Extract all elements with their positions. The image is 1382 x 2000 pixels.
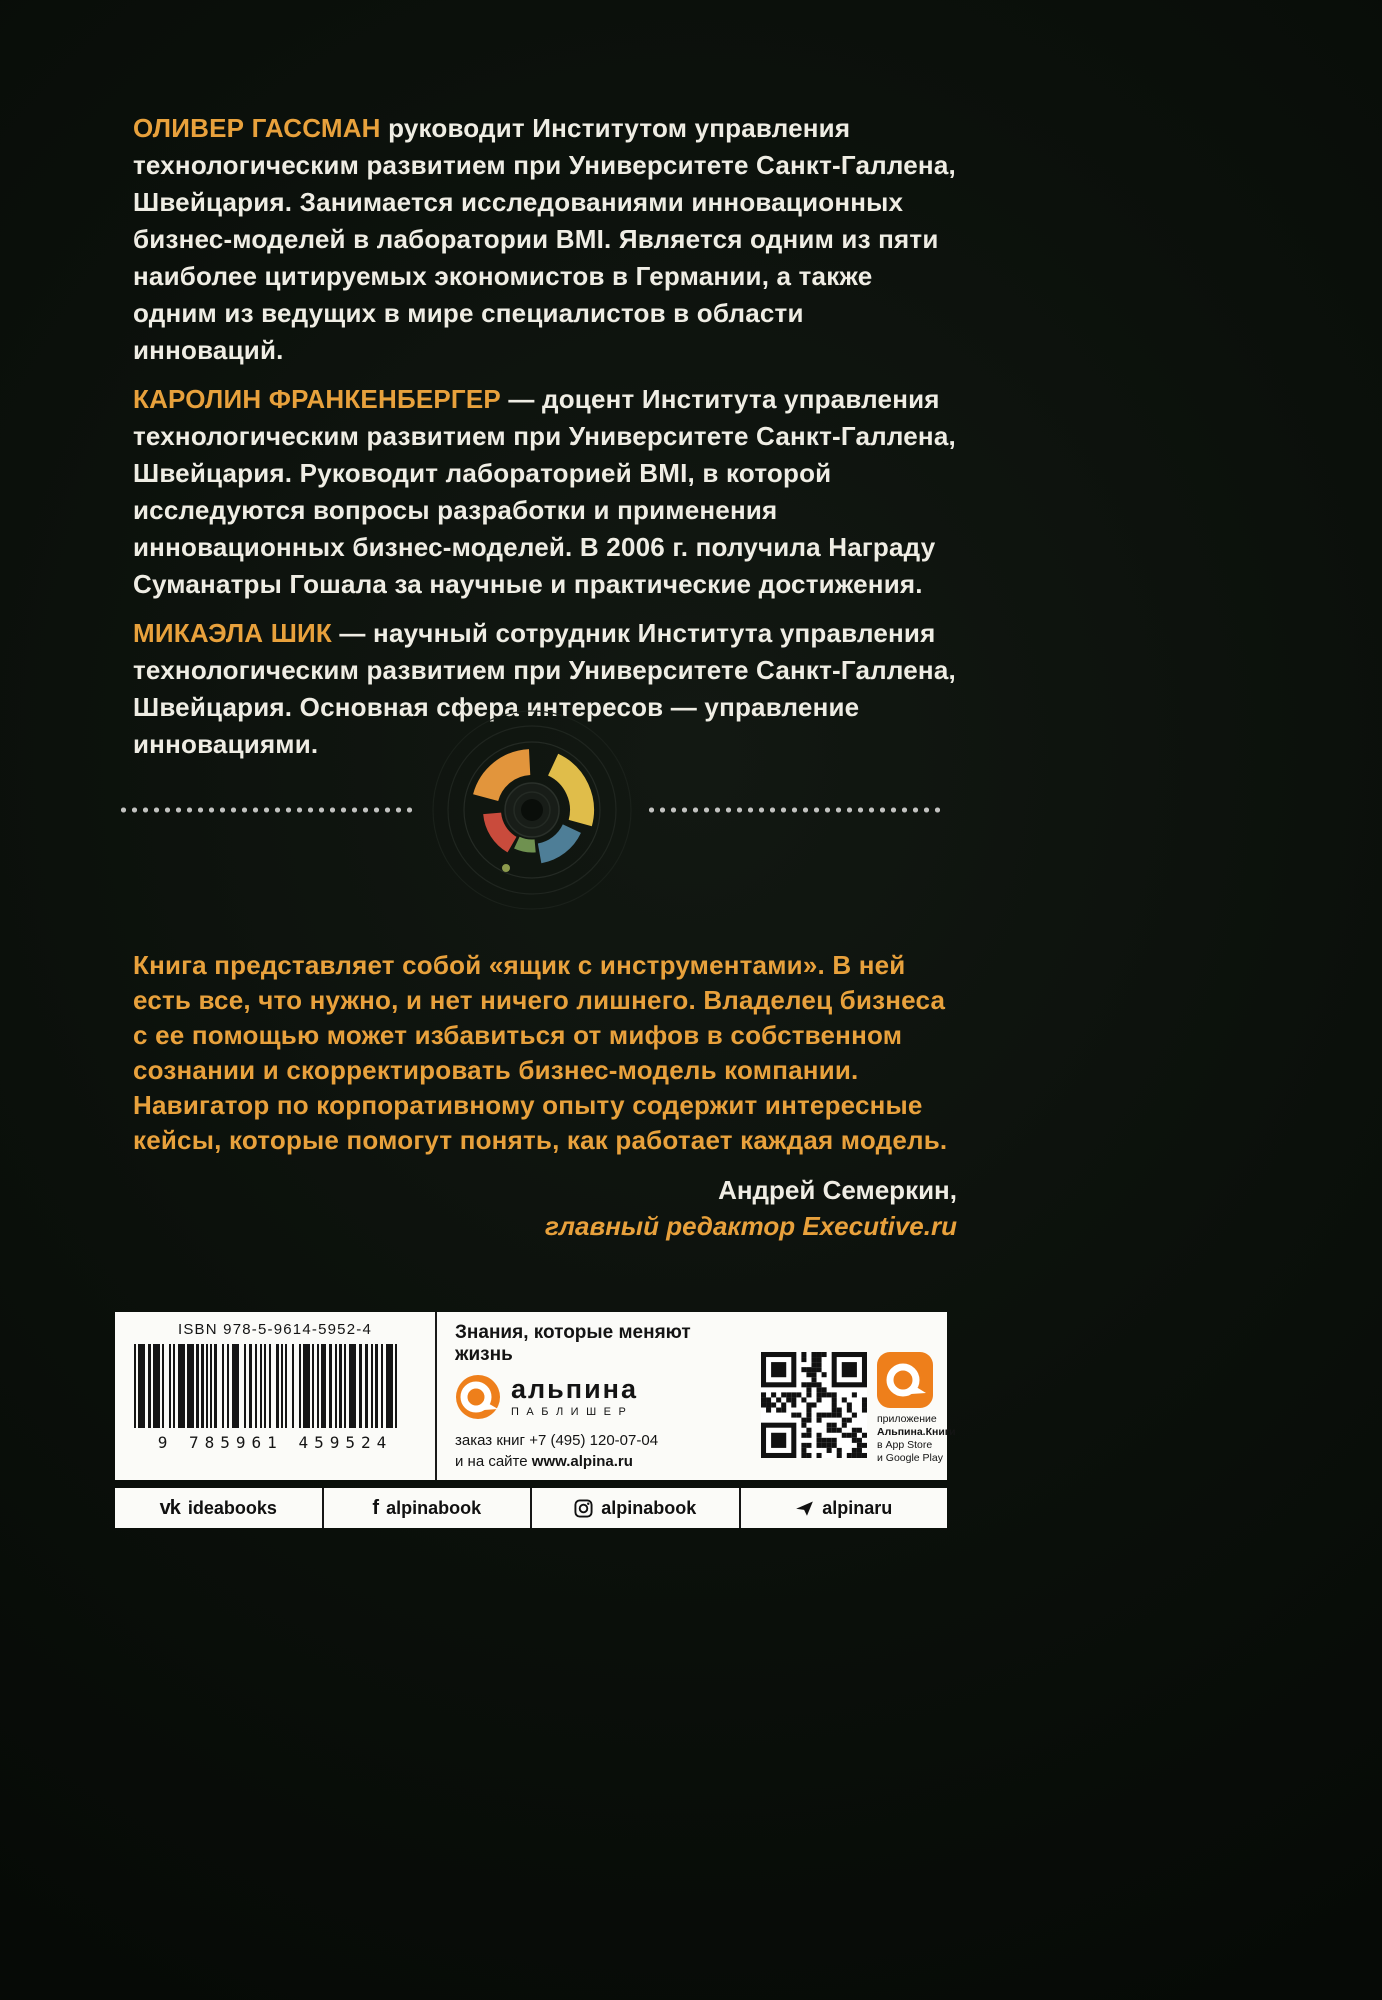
facebook-icon: f (372, 1497, 379, 1519)
app-promo (877, 1352, 956, 1480)
qr-section (751, 1312, 956, 1480)
order-info (455, 1430, 751, 1472)
alpina-logo-icon (455, 1374, 501, 1420)
app-caption-line: приложение (877, 1413, 937, 1425)
alpina-app-icon (877, 1352, 933, 1408)
publisher-slogan: Знания, которые меняют жизнь (455, 1322, 691, 1365)
order-phone: заказ книг +7 (495) 120-07-04 (455, 1432, 659, 1449)
brand-row (455, 1374, 751, 1420)
author-bio (133, 381, 957, 603)
social-strip (115, 1488, 947, 1528)
app-caption (877, 1413, 956, 1465)
order-site-line (455, 1451, 751, 1472)
review-section (133, 948, 957, 1244)
author-bio-text: — научный сотрудник Института управления технологическим развитием при Университете Санкт-Галлена, Швейцария. Основная сфера интересов — управление инновациями. (133, 618, 956, 759)
author-bio-text: — доцент Института управления технологическим развитием при Университете Санкт-Галлена, Швейцария. Руководит лабораторией BMI, в которой исследуются вопросы разработки и применения инновационных бизнес-моделей. В 2006 г. получила Награду Суманатры Гошала за научные и практические достижения. (133, 384, 956, 599)
publisher-box (115, 1312, 956, 1480)
app-caption-line: и Google Play (877, 1452, 943, 1464)
brand-section (437, 1312, 751, 1480)
review-author: Андрей Семеркин, (718, 1175, 957, 1205)
social-instagram (530, 1488, 739, 1528)
social-handle: alpinaru (822, 1497, 893, 1518)
dotted-divider-right (646, 807, 946, 813)
decorative-divider (118, 712, 946, 908)
isbn-text: ISBN 978-5-9614-5952-4 (177, 1321, 372, 1338)
social-handle: alpinabook (601, 1497, 697, 1518)
social-handle: ideabooks (187, 1497, 277, 1518)
order-site-url: www.alpina.ru (531, 1453, 633, 1470)
telegram-icon (795, 1499, 814, 1518)
brand-name: альпина (511, 1374, 638, 1404)
social-vk (115, 1488, 322, 1528)
review-quote: Книга представляет собой «ящик с инструментами». В ней есть все, что нужно, и нет ничего лишнего. Владелец бизнеса с ее помощью может избавиться от мифов в собственном сознании и скорректировать бизнес-модель компании. Навигатор по корпоративному опыту содержит интересные кейсы, которые помогут понять, как работает каждая модель. (133, 950, 948, 1155)
author-bios (133, 110, 957, 775)
review-author-title: главный редактор Executive.ru (545, 1211, 957, 1241)
review-attribution (133, 1172, 957, 1244)
order-site-prefix: и на сайте (455, 1453, 528, 1470)
author-name: МИКАЭЛА ШИК (133, 618, 332, 648)
app-caption-line: в App Store (877, 1439, 933, 1451)
author-name: ОЛИВЕР ГАССМАН (133, 113, 381, 143)
author-bio (133, 110, 957, 369)
barcode-section (115, 1312, 435, 1480)
social-telegram (739, 1488, 948, 1528)
barcode-bars (134, 1344, 416, 1428)
social-handle: alpinabook (386, 1497, 482, 1518)
social-facebook (322, 1488, 531, 1528)
qr-code (761, 1352, 867, 1458)
instagram-icon (574, 1499, 593, 1518)
barcode-digits: 9 785961 459524 (157, 1433, 393, 1452)
app-caption-line: Альпина.Книги (877, 1426, 956, 1438)
business-model-navigator-logo (426, 704, 638, 916)
author-bio-text: руководит Институтом управления технологическим развитием при Университете Санкт-Галлена, Швейцария. Занимается исследованиями инновационных бизнес-моделей в лаборатории BMI. Является одним из пяти наиболее цитируемых экономистов в Германии, а также одним из ведущих в мире специалистов в области инноваций. (133, 113, 956, 365)
vk-icon: vk (159, 1497, 180, 1519)
brand-wordmark (511, 1376, 638, 1418)
dotted-divider-left (118, 807, 418, 813)
brand-subtitle: ПАБЛИШЕР (511, 1406, 634, 1418)
author-name: КАРОЛИН ФРАНКЕНБЕРГЕР (133, 384, 501, 414)
